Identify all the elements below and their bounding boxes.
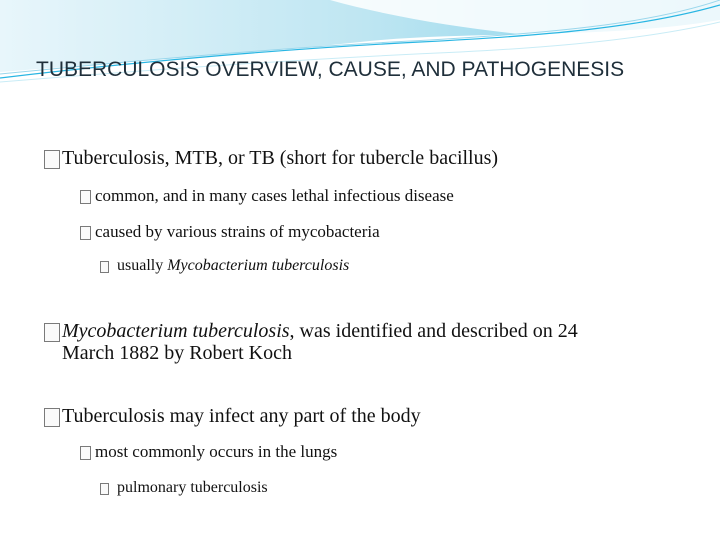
sub-sub-bullet-pulmonary — [100, 478, 660, 497]
bullet-text: Tuberculosis, MTB, or TB (short for tubercle bacillus) — [62, 147, 499, 169]
sub-bullet-lungs — [80, 442, 680, 462]
bullet-text: pulmonary tuberculosis — [117, 479, 268, 496]
bullet-box-icon — [80, 190, 91, 204]
bullet-box-icon — [44, 323, 60, 342]
bullet-box-icon — [80, 226, 91, 240]
bullet-text-line1: , was identified and described on 24 — [289, 320, 578, 342]
bullet-text: most commonly occurs in the lungs — [95, 442, 338, 461]
bullet-box-icon — [80, 446, 91, 460]
slide-title: TUBERCULOSIS OVERVIEW, CAUSE, AND PATHOGENESIS — [36, 58, 625, 81]
sub-bullet-caused-by — [80, 222, 680, 242]
bullet-identified-by-koch — [44, 320, 684, 364]
bullet-text — [62, 320, 578, 364]
bullet-box-icon — [44, 408, 60, 427]
bullet-box-icon — [44, 150, 60, 169]
bullet-text-prefix: usually — [117, 257, 168, 274]
bullet-box-icon — [100, 261, 109, 273]
bullet-text: Tuberculosis may infect any part of the body — [62, 405, 421, 427]
bullet-box-icon — [100, 483, 109, 495]
bullet-text: common, and in many cases lethal infectious disease — [95, 186, 454, 205]
bullet-text — [117, 256, 349, 275]
bullet-text-italic: Mycobacterium tuberculosis — [62, 320, 290, 342]
bullet-text-italic: Mycobacterium tuberculosis — [167, 257, 350, 274]
bullet-infect-any-part — [44, 405, 684, 427]
bullet-tuberculosis-definition — [44, 147, 684, 169]
bullet-text-line2: March 1882 by Robert Koch — [62, 342, 292, 364]
sub-bullet-common-disease — [80, 186, 680, 206]
sub-sub-bullet-usually — [100, 256, 660, 275]
bullet-text: caused by various strains of mycobacteria — [95, 222, 380, 241]
